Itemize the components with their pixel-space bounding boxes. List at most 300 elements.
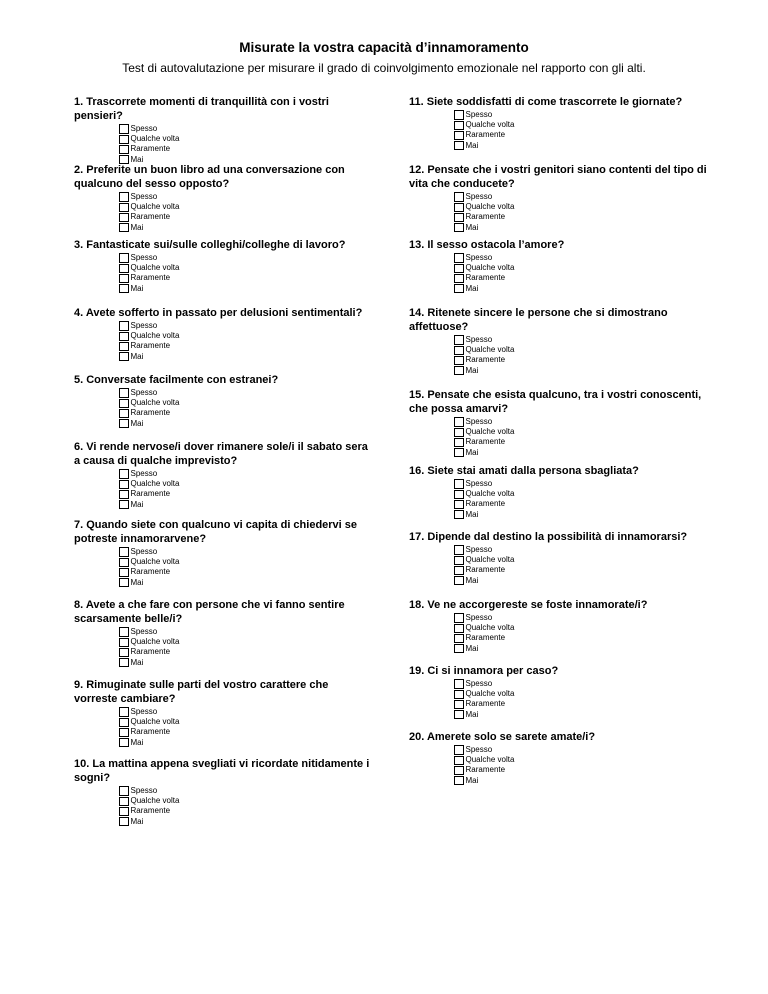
answer-label: Raramente [465,130,506,140]
answer-label: Mai [465,222,479,232]
answer-label: Mai [465,447,479,457]
question-text: 8. Avete a che fare con persone che vi fanno sentire scarsamente belle/i? [74,599,345,625]
answer-options [119,124,374,165]
answer-option[interactable] [454,273,709,283]
question-16 [409,464,709,520]
answer-label: Raramente [465,765,506,775]
answer-option[interactable] [454,366,709,376]
answer-label: Qualche volta [465,202,515,212]
checkbox[interactable] [454,366,464,376]
answer-option[interactable] [119,469,374,479]
question-15 [409,388,709,458]
answer-option[interactable] [119,578,374,588]
answer-option[interactable] [454,345,709,355]
answer-options [119,627,374,668]
question-text: 7. Quando siete con qualcuno vi capita di chiedervi se potreste innamorarvene? [74,519,358,545]
checkbox[interactable] [454,644,464,654]
checkbox[interactable] [119,738,129,748]
checkbox[interactable] [119,321,129,331]
answer-option[interactable] [454,284,709,294]
checkbox[interactable] [454,192,464,202]
answer-options [454,253,709,294]
question-14 [409,306,709,376]
answer-option[interactable] [454,510,709,520]
checkbox[interactable] [454,624,464,634]
question-text: 18. Ve ne accorgereste se foste innamorate/i? [409,599,648,611]
question-5 [74,373,374,429]
answer-options [119,547,374,588]
checkbox[interactable] [119,718,129,728]
answer-label: Qualche volta [465,689,515,699]
answer-option[interactable] [119,717,374,727]
answer-label: Spesso [465,745,493,755]
checkbox[interactable] [454,479,464,489]
answer-label: Raramente [465,212,506,222]
answer-options [119,388,374,429]
answer-label: Spesso [130,253,158,263]
answer-label: Raramente [465,565,506,575]
answer-label: Spesso [130,469,158,479]
question-text: 14. Ritenete sincere le persone che si dimostrano affettuose? [409,307,668,333]
answer-option[interactable] [454,141,709,151]
answer-label: Mai [130,737,144,747]
answer-label: Spesso [465,479,493,489]
checkbox[interactable] [454,335,464,345]
checkbox[interactable] [119,547,129,557]
answer-label: Mai [465,775,479,785]
answer-option[interactable] [454,263,709,273]
answer-label: Mai [130,577,144,587]
question-7 [74,518,374,588]
checkbox[interactable] [119,284,129,294]
answer-label: Spesso [130,707,158,717]
answer-option[interactable] [454,745,709,755]
answer-options [454,110,709,151]
checkbox[interactable] [119,797,129,807]
question-text: 3. Fantasticate sui/sulle colleghi/colleghe di lavoro? [74,239,346,251]
answer-option[interactable] [119,806,374,816]
checkbox[interactable] [454,745,464,755]
answer-label: Mai [130,154,144,164]
answer-option[interactable] [454,253,709,263]
checkbox[interactable] [119,480,129,490]
checkbox[interactable] [119,135,129,145]
question-text: 15. Pensate che esista qualcuno, tra i vostri conoscenti, che possa amarvi? [409,389,702,415]
checkbox[interactable] [119,500,129,510]
checkbox[interactable] [454,700,464,710]
answer-option[interactable] [454,479,709,489]
checkbox[interactable] [454,141,464,151]
question-2 [74,163,374,233]
answer-label: Raramente [130,567,171,577]
checkbox[interactable] [454,576,464,586]
answer-option[interactable] [119,647,374,657]
checkbox[interactable] [119,469,129,479]
checkbox[interactable] [119,409,129,419]
answer-option[interactable] [454,679,709,689]
answer-option[interactable] [454,192,709,202]
answer-options [119,469,374,510]
answer-label: Spesso [465,417,493,427]
answer-label: Qualche volta [130,263,180,273]
checkbox[interactable] [119,707,129,717]
answer-label: Qualche volta [130,717,180,727]
answer-label: Mai [465,140,479,150]
checkbox[interactable] [454,264,464,274]
answer-option[interactable] [119,786,374,796]
answer-option[interactable] [119,408,374,418]
answer-option[interactable] [119,567,374,577]
answer-options [119,786,374,827]
answer-option[interactable] [119,192,374,202]
checkbox[interactable] [454,131,464,141]
checkbox[interactable] [119,817,129,827]
answer-option[interactable] [454,437,709,447]
answer-label: Raramente [465,273,506,283]
answer-label: Mai [465,283,479,293]
question-text: 20. Amerete solo se sarete amate/i? [409,731,596,743]
answer-option[interactable] [454,212,709,222]
question-text: 10. La mattina appena svegliati vi ricordate nitidamente i sogni? [74,758,370,784]
answer-option[interactable] [119,658,374,668]
answer-label: Spesso [465,192,493,202]
question-text: 17. Dipende dal destino la possibilità di innamorarsi? [409,531,688,543]
checkbox[interactable] [454,428,464,438]
checkbox[interactable] [119,203,129,213]
question-4 [74,306,374,362]
answer-option[interactable] [454,545,709,555]
question-3 [74,238,374,294]
question-text: 1. Trascorrete momenti di tranquillità con i vostri pensieri? [74,96,329,122]
answer-label: Qualche volta [465,489,515,499]
answer-label: Mai [130,283,144,293]
answer-label: Qualche volta [130,331,180,341]
answer-option[interactable] [454,689,709,699]
checkbox[interactable] [454,417,464,427]
checkbox[interactable] [119,192,129,202]
answer-option[interactable] [119,479,374,489]
answer-option[interactable] [454,130,709,140]
answer-options [119,321,374,362]
answer-option[interactable] [119,796,374,806]
checkbox[interactable] [119,352,129,362]
answer-label: Qualche volta [465,555,515,565]
checkbox[interactable] [454,213,464,223]
answer-label: Spesso [465,545,493,555]
checkbox[interactable] [119,223,129,233]
answer-option[interactable] [454,427,709,437]
checkbox[interactable] [454,766,464,776]
answer-label: Mai [465,709,479,719]
answer-options [454,679,709,720]
answer-option[interactable] [454,110,709,120]
answer-option[interactable] [119,727,374,737]
checkbox[interactable] [454,284,464,294]
checkbox[interactable] [119,568,129,578]
answer-label: Qualche volta [130,479,180,489]
checkbox[interactable] [119,627,129,637]
checkbox[interactable] [454,545,464,555]
checkbox[interactable] [454,566,464,576]
answer-label: Raramente [465,355,506,365]
question-6 [74,440,374,510]
answer-option[interactable] [119,489,374,499]
answer-label: Mai [465,509,479,519]
page-subtitle: Test di autovalutazione per misurare il grado di coinvolgimento emozionale nel rapporto con gli alti. [122,61,646,75]
answer-option[interactable] [454,120,709,130]
question-text: 4. Avete sofferto in passato per delusioni sentimentali? [74,307,363,319]
answer-option[interactable] [119,321,374,331]
checkbox[interactable] [119,264,129,274]
answer-option[interactable] [119,124,374,134]
checkbox[interactable] [454,438,464,448]
answer-option[interactable] [119,547,374,557]
answer-option[interactable] [119,388,374,398]
answer-label: Raramente [130,144,171,154]
answer-options [454,192,709,233]
answer-option[interactable] [454,710,709,720]
checkbox[interactable] [454,613,464,623]
answer-option[interactable] [119,223,374,233]
checkbox[interactable] [454,110,464,120]
answer-label: Raramente [465,699,506,709]
answer-label: Mai [130,657,144,667]
checkbox[interactable] [119,807,129,817]
checkbox[interactable] [454,356,464,366]
answer-option[interactable] [119,419,374,429]
answer-option[interactable] [454,755,709,765]
answer-label: Raramente [130,341,171,351]
question-10 [74,757,374,827]
answer-label: Mai [130,418,144,428]
checkbox[interactable] [119,419,129,429]
answer-label: Qualche volta [130,134,180,144]
checkbox[interactable] [454,203,464,213]
answer-option[interactable] [454,776,709,786]
answer-option[interactable] [454,499,709,509]
answer-label: Raramente [465,633,506,643]
checkbox[interactable] [454,556,464,566]
answer-option[interactable] [454,202,709,212]
question-text: 16. Siete stai amati dalla persona sbagliata? [409,465,639,477]
answer-label: Spesso [130,321,158,331]
answer-option[interactable] [454,448,709,458]
answer-label: Mai [130,499,144,509]
checkbox[interactable] [454,448,464,458]
answer-label: Mai [130,816,144,826]
answer-label: Spesso [130,124,158,134]
answer-option[interactable] [119,263,374,273]
answer-label: Raramente [130,727,171,737]
checkbox[interactable] [454,756,464,766]
answer-options [119,707,374,748]
question-text: 13. Il sesso ostacola l’amore? [409,239,565,251]
answer-label: Qualche volta [130,202,180,212]
answer-option[interactable] [119,738,374,748]
answer-label: Mai [130,351,144,361]
answer-option[interactable] [119,202,374,212]
answer-option[interactable] [119,341,374,351]
answer-label: Qualche volta [465,263,515,273]
checkbox[interactable] [454,253,464,263]
answer-label: Spesso [130,388,158,398]
question-9 [74,678,374,748]
checkbox[interactable] [454,679,464,689]
question-text: 5. Conversate facilmente con estranei? [74,374,279,386]
answer-label: Spesso [130,786,158,796]
answer-option[interactable] [119,253,374,263]
answer-label: Raramente [465,499,506,509]
checkbox[interactable] [119,558,129,568]
answer-label: Qualche volta [130,637,180,647]
checkbox[interactable] [119,253,129,263]
question-text: 19. Ci si innamora per caso? [409,665,559,677]
answer-label: Qualche volta [465,120,515,130]
answer-label: Mai [465,575,479,585]
question-18 [409,598,709,654]
answer-option[interactable] [454,489,709,499]
question-text: 6. Vi rende nervose/i dover rimanere sole/i il sabato sera a causa di qualche imprevisto? [74,441,368,467]
question-19 [409,664,709,720]
question-20 [409,730,709,786]
answer-label: Spesso [465,679,493,689]
answer-option[interactable] [119,817,374,827]
answer-option[interactable] [454,555,709,565]
answer-option[interactable] [454,765,709,775]
checkbox[interactable] [119,728,129,738]
answer-option[interactable] [454,699,709,709]
answer-option[interactable] [119,557,374,567]
answer-label: Raramente [130,273,171,283]
answer-option[interactable] [119,212,374,222]
answer-label: Qualche volta [465,623,515,633]
answer-options [454,745,709,786]
answer-option[interactable] [454,633,709,643]
checkbox[interactable] [454,690,464,700]
checkbox[interactable] [119,332,129,342]
answer-label: Raramente [130,408,171,418]
answer-option[interactable] [454,613,709,623]
checkbox[interactable] [119,786,129,796]
answer-label: Spesso [130,192,158,202]
answer-options [454,417,709,458]
answer-label: Qualche volta [130,398,180,408]
answer-option[interactable] [119,352,374,362]
checkbox[interactable] [454,223,464,233]
question-12 [409,163,709,233]
question-13 [409,238,709,294]
answer-option[interactable] [119,273,374,283]
answer-option[interactable] [119,284,374,294]
answer-options [119,192,374,233]
answer-label: Qualche volta [465,427,515,437]
question-text: 2. Preferite un buon libro ad una conversazione con qualcuno del sesso opposto? [74,164,345,190]
answer-option[interactable] [454,644,709,654]
answer-options [454,545,709,586]
question-8 [74,598,374,668]
answer-option[interactable] [119,144,374,154]
answer-option[interactable] [454,223,709,233]
answer-label: Spesso [465,110,493,120]
checkbox[interactable] [119,658,129,668]
checkbox[interactable] [454,274,464,284]
page-title: Misurate la vostra capacità d’innamoramento [239,40,529,55]
checkbox[interactable] [454,776,464,786]
answer-label: Spesso [465,335,493,345]
checkbox[interactable] [454,510,464,520]
answer-option[interactable] [454,565,709,575]
answer-options [454,335,709,376]
answer-label: Mai [465,365,479,375]
answer-label: Spesso [130,627,158,637]
checkbox[interactable] [454,346,464,356]
answer-options [454,479,709,520]
checkbox[interactable] [454,710,464,720]
answer-option[interactable] [119,134,374,144]
answer-label: Raramente [465,437,506,447]
answer-label: Raramente [130,212,171,222]
answer-label: Qualche volta [465,345,515,355]
answer-options [119,253,374,294]
checkbox[interactable] [454,500,464,510]
answer-option[interactable] [119,331,374,341]
checkbox[interactable] [454,490,464,500]
answer-option[interactable] [119,627,374,637]
answer-label: Mai [130,222,144,232]
answer-option[interactable] [119,637,374,647]
answer-option[interactable] [119,707,374,717]
answer-options [454,613,709,654]
answer-option[interactable] [454,576,709,586]
answer-label: Raramente [130,806,171,816]
checkbox[interactable] [454,121,464,131]
checkbox[interactable] [119,388,129,398]
checkbox[interactable] [454,634,464,644]
answer-label: Spesso [130,547,158,557]
question-1 [74,95,374,165]
checkbox[interactable] [119,145,129,155]
answer-label: Mai [465,643,479,653]
answer-label: Spesso [465,613,493,623]
answer-label: Spesso [465,253,493,263]
checkbox[interactable] [119,213,129,223]
answer-label: Qualche volta [465,755,515,765]
question-17 [409,530,709,586]
answer-label: Raramente [130,647,171,657]
answer-label: Raramente [130,489,171,499]
checkbox[interactable] [119,399,129,409]
checkbox[interactable] [119,648,129,658]
answer-label: Qualche volta [130,557,180,567]
answer-label: Qualche volta [130,796,180,806]
answer-option[interactable] [454,335,709,345]
checkbox[interactable] [119,274,129,284]
answer-option[interactable] [119,398,374,408]
question-text: 12. Pensate che i vostri genitori siano contenti del tipo di vita che conducete? [409,164,707,190]
checkbox[interactable] [119,578,129,588]
question-text: 11. Siete soddisfatti di come trascorrete le giornate? [409,96,683,108]
answer-option[interactable] [454,355,709,365]
checkbox[interactable] [119,124,129,134]
answer-option[interactable] [454,623,709,633]
question-11 [409,95,709,151]
checkbox[interactable] [119,490,129,500]
answer-option[interactable] [454,417,709,427]
answer-option[interactable] [119,500,374,510]
checkbox[interactable] [119,342,129,352]
question-text: 9. Rimuginate sulle parti del vostro carattere che vorreste cambiare? [74,679,329,705]
checkbox[interactable] [119,638,129,648]
